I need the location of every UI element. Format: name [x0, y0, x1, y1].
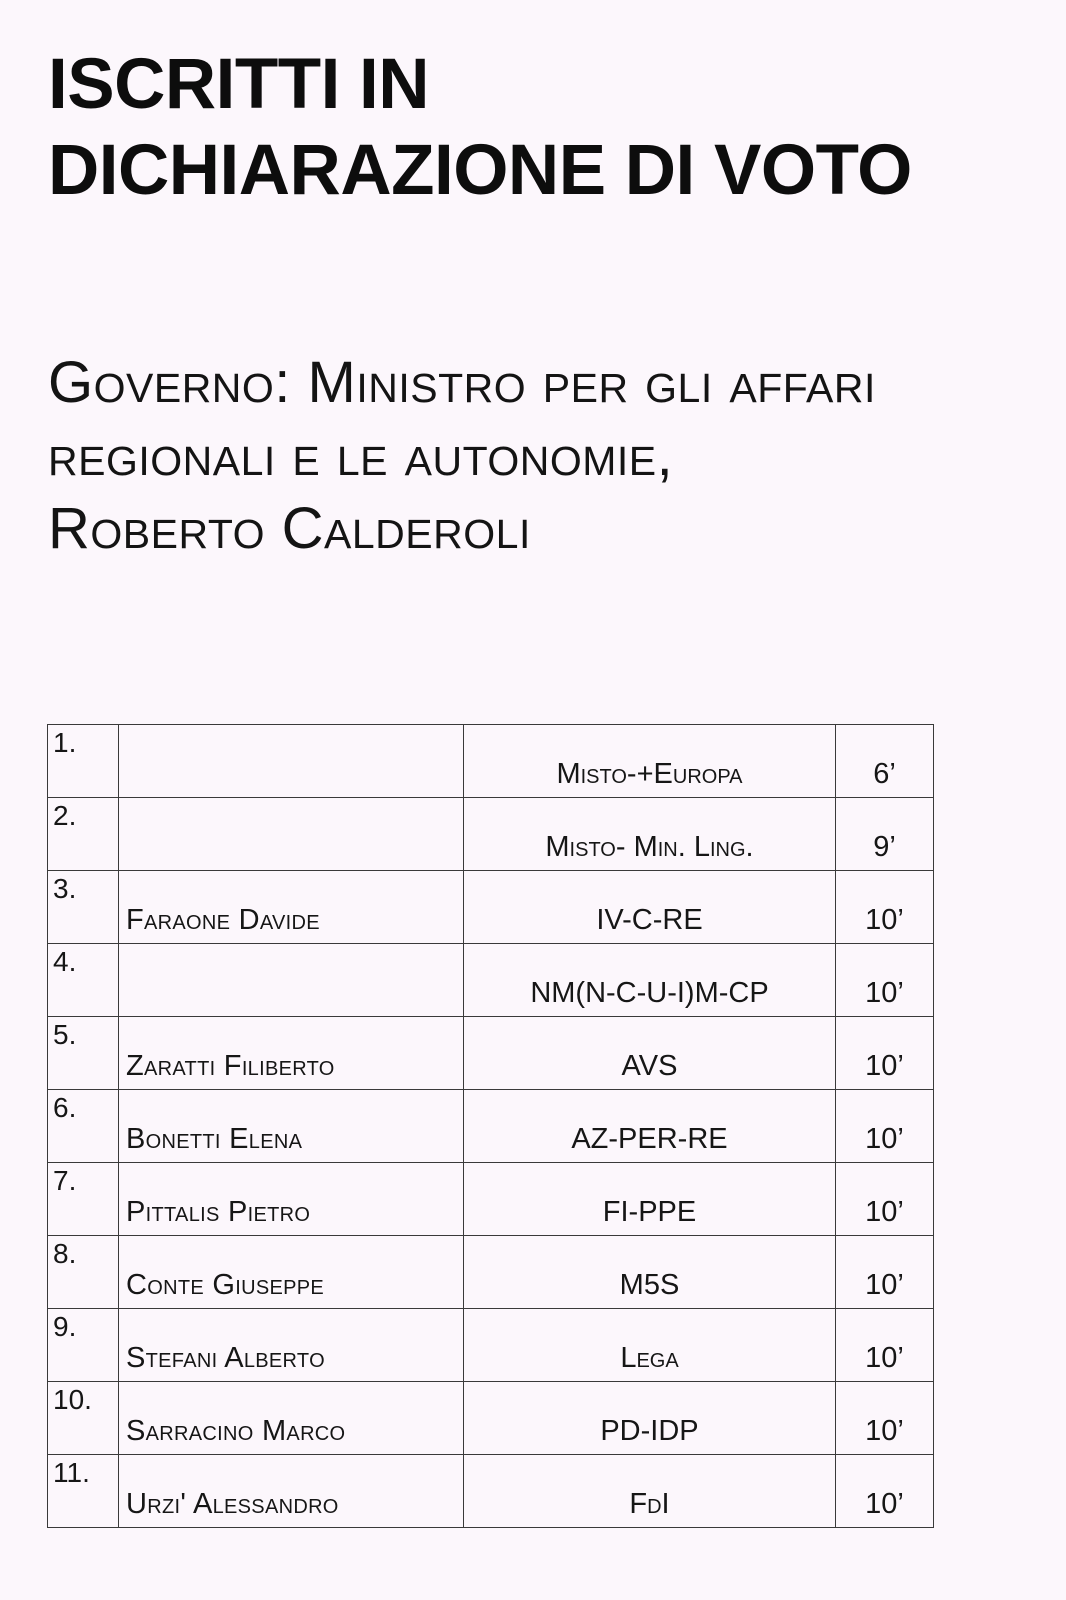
speaker-name: Conte Giuseppe — [119, 1236, 464, 1309]
table-row — [48, 1382, 934, 1455]
table-row — [48, 871, 934, 944]
row-number: 1. — [48, 725, 119, 798]
row-number: 10. — [48, 1382, 119, 1455]
speakers-table-body — [48, 725, 934, 1528]
title-line: ISCRITTI IN — [48, 45, 430, 124]
speaker-name: Urzi' Alessandro — [119, 1455, 464, 1528]
row-number: 8. — [48, 1236, 119, 1309]
row-number: 4. — [48, 944, 119, 1017]
speaker-name: Faraone Davide — [119, 871, 464, 944]
speaking-time: 10’ — [836, 1382, 934, 1455]
row-number: 6. — [48, 1090, 119, 1163]
speaker-name — [119, 944, 464, 1017]
speaker-name: Bonetti Elena — [119, 1090, 464, 1163]
subtitle-line: Governo: Ministro per gli affari — [48, 350, 876, 415]
table-row — [48, 1163, 934, 1236]
row-number: 2. — [48, 798, 119, 871]
speaking-time: 10’ — [836, 1163, 934, 1236]
speaker-name: Pittalis Pietro — [119, 1163, 464, 1236]
table-row — [48, 944, 934, 1017]
party-group: AZ-PER-RE — [464, 1090, 836, 1163]
party-group: AVS — [464, 1017, 836, 1090]
party-group: PD-IDP — [464, 1382, 836, 1455]
row-number: 9. — [48, 1309, 119, 1382]
speaking-time: 9’ — [836, 798, 934, 871]
party-group: FI-PPE — [464, 1163, 836, 1236]
party-group: FdI — [464, 1455, 836, 1528]
speaking-time: 6’ — [836, 725, 934, 798]
speaking-time: 10’ — [836, 1236, 934, 1309]
speaker-name: Zaratti Filiberto — [119, 1017, 464, 1090]
party-group: Lega — [464, 1309, 836, 1382]
page-subtitle — [48, 346, 1008, 565]
speaking-time: 10’ — [836, 1309, 934, 1382]
table-row — [48, 798, 934, 871]
speaker-name — [119, 798, 464, 871]
table-row — [48, 1309, 934, 1382]
speakers-table — [47, 724, 934, 1528]
party-group: M5S — [464, 1236, 836, 1309]
subtitle-line: Roberto Calderoli — [48, 496, 531, 561]
party-group: IV-C-RE — [464, 871, 836, 944]
subtitle-line: regionali e le autonomie, — [48, 423, 674, 488]
party-group: Misto- Min. Ling. — [464, 798, 836, 871]
party-group: NM(N-C-U-I)M-CP — [464, 944, 836, 1017]
row-number: 7. — [48, 1163, 119, 1236]
table-row — [48, 725, 934, 798]
row-number: 3. — [48, 871, 119, 944]
row-number: 5. — [48, 1017, 119, 1090]
party-group: Misto-+Europa — [464, 725, 836, 798]
table-row — [48, 1090, 934, 1163]
table-row — [48, 1017, 934, 1090]
speaker-name — [119, 725, 464, 798]
speaking-time: 10’ — [836, 1455, 934, 1528]
speaker-name: Stefani Alberto — [119, 1309, 464, 1382]
row-number: 11. — [48, 1455, 119, 1528]
speaker-name: Sarracino Marco — [119, 1382, 464, 1455]
table-row — [48, 1236, 934, 1309]
speaking-time: 10’ — [836, 871, 934, 944]
speaking-time: 10’ — [836, 1090, 934, 1163]
title-line: DICHIARAZIONE DI VOTO — [48, 131, 912, 210]
page-title — [48, 42, 1008, 214]
table-row — [48, 1455, 934, 1528]
speaking-time: 10’ — [836, 944, 934, 1017]
speaking-time: 10’ — [836, 1017, 934, 1090]
